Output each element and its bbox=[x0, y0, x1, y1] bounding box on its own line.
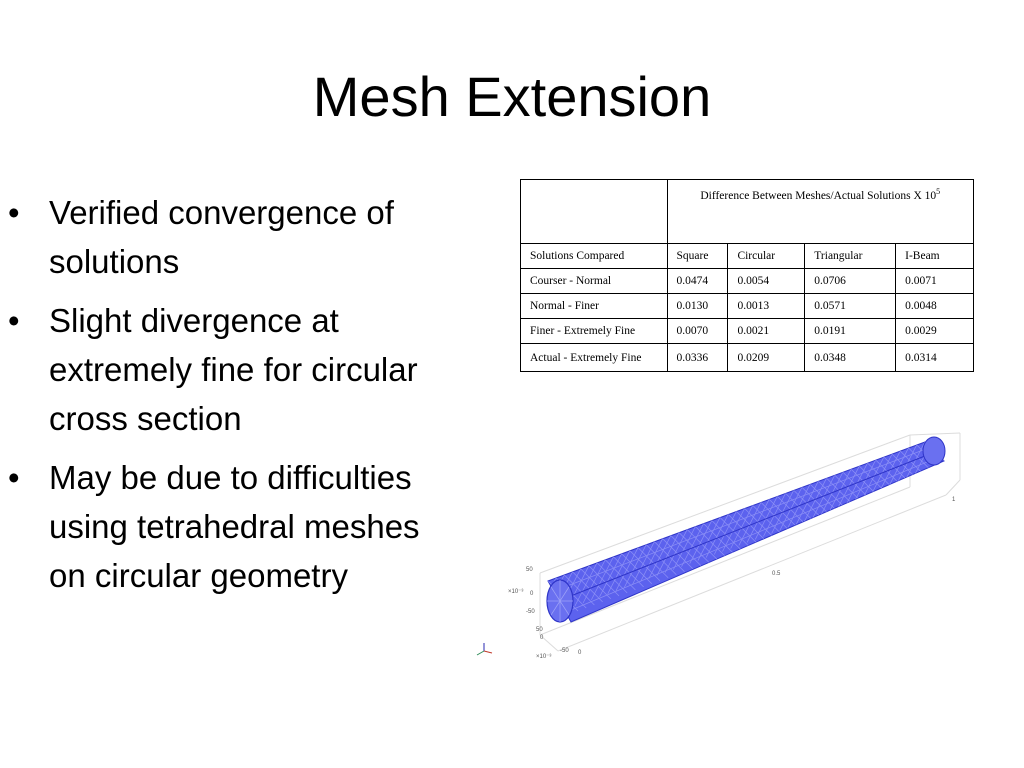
axis-tick-label: -50 bbox=[526, 609, 535, 615]
table-cell: 0.0029 bbox=[896, 319, 974, 344]
bullet-text: May be due to difficulties using tetrahedral meshes on circular geometry bbox=[49, 459, 420, 594]
column-header: Circular bbox=[728, 244, 805, 269]
mesh-comparison-table bbox=[520, 179, 974, 372]
axis-tick-label: 0.5 bbox=[772, 571, 781, 577]
mesh-rod bbox=[534, 437, 955, 622]
table-row bbox=[521, 344, 974, 372]
column-header: Triangular bbox=[805, 244, 896, 269]
table-corner-cell bbox=[521, 180, 668, 244]
table-row bbox=[521, 269, 974, 294]
bullet-text: Verified convergence of solutions bbox=[49, 194, 394, 280]
table-cell: Courser - Normal bbox=[521, 269, 668, 294]
table-cell: Finer - Extremely Fine bbox=[521, 319, 668, 344]
slide-title: Mesh Extension bbox=[312, 65, 712, 128]
table-cell: 0.0571 bbox=[805, 294, 896, 319]
table-cell: 0.0130 bbox=[667, 294, 728, 319]
table-cell: 0.0706 bbox=[805, 269, 896, 294]
axis-tick-label: -50 bbox=[560, 648, 569, 654]
table-header-text: Difference Between Meshes/Actual Solutions X 10 bbox=[700, 189, 937, 202]
table-column-row bbox=[521, 244, 974, 269]
mesh-3d-figure bbox=[470, 415, 970, 665]
table-row bbox=[521, 294, 974, 319]
table-cell: 0.0013 bbox=[728, 294, 805, 319]
table-cell: 0.0348 bbox=[805, 344, 896, 372]
axis-tick-label: 0 bbox=[540, 635, 544, 641]
axis-tick-label: 0 bbox=[530, 591, 534, 597]
axis-scale-label: ×10⁻³ bbox=[508, 589, 524, 595]
table-cell: 0.0474 bbox=[667, 269, 728, 294]
table-cell: 0.0048 bbox=[896, 294, 974, 319]
bullet-item bbox=[6, 296, 436, 443]
table-row bbox=[521, 319, 974, 344]
table-cell: 0.0021 bbox=[728, 319, 805, 344]
table-cell: 0.0054 bbox=[728, 269, 805, 294]
table-cell: 0.0191 bbox=[805, 319, 896, 344]
bullet-dot: • bbox=[8, 194, 20, 231]
bullet-item bbox=[6, 453, 436, 600]
bullet-dot: • bbox=[8, 302, 20, 339]
axis-tick-label: 50 bbox=[526, 567, 533, 573]
mesh-edge bbox=[554, 447, 931, 591]
axis-tick-label: 0 bbox=[578, 650, 582, 656]
bullet-dot: • bbox=[8, 459, 20, 496]
rod-end-cap bbox=[923, 437, 945, 465]
table-cell: 0.0336 bbox=[667, 344, 728, 372]
table-header-cell bbox=[667, 180, 974, 244]
bullet-list bbox=[6, 188, 436, 610]
table-cell: 0.0071 bbox=[896, 269, 974, 294]
table-cell: 0.0314 bbox=[896, 344, 974, 372]
table-header-row bbox=[521, 180, 974, 244]
rod-seam bbox=[558, 452, 935, 601]
axis-tick-label: 1 bbox=[952, 497, 956, 503]
axis-triad-icon bbox=[477, 643, 492, 655]
bullet-text: Slight divergence at extremely fine for circular cross section bbox=[49, 302, 418, 437]
mesh-edge bbox=[564, 457, 939, 613]
bullet-item bbox=[6, 188, 436, 286]
table-cell: 0.0070 bbox=[667, 319, 728, 344]
column-header: Square bbox=[667, 244, 728, 269]
table-cell: Actual - Extremely Fine bbox=[521, 344, 668, 372]
column-header: Solutions Compared bbox=[521, 244, 668, 269]
table-header-exponent: 5 bbox=[936, 187, 941, 196]
table-cell: Normal - Finer bbox=[521, 294, 668, 319]
table-cell: 0.0209 bbox=[728, 344, 805, 372]
axis-scale-label: ×10⁻³ bbox=[536, 654, 552, 660]
axis-tick-label: 50 bbox=[536, 627, 543, 633]
column-header: I-Beam bbox=[896, 244, 974, 269]
